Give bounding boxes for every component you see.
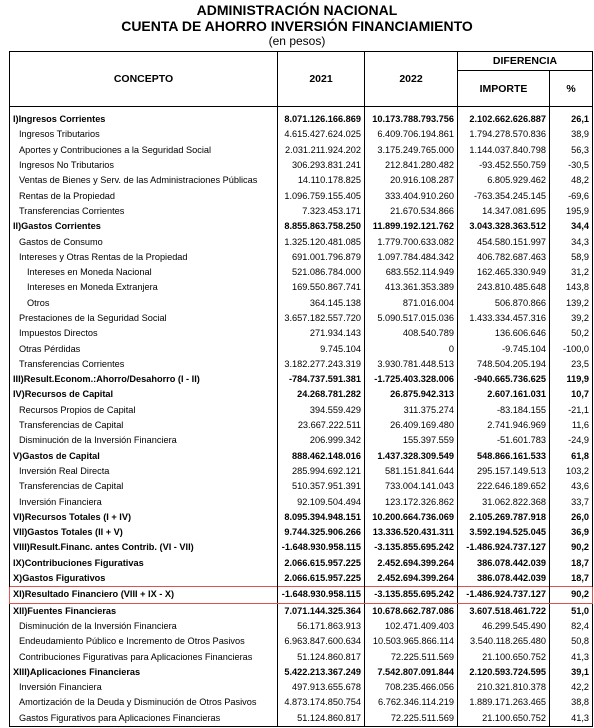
concept-cell: Disminución de la Inversión Financiera [10,619,278,634]
concept-cell: Intereses en Moneda Extranjera [10,280,278,295]
financial-table [9,51,593,727]
concept-cell: Ingresos Tributarios [10,127,278,142]
concept-cell: Otras Pérdidas [10,341,278,356]
percent-cell: 42,2 [550,680,593,695]
percent-cell: 18,7 [550,556,593,571]
concept-cell: Inversión Real Directa [10,464,278,479]
percent-cell: 26,0 [550,510,593,525]
table-row [10,680,593,695]
value-2022-cell: 2.452.694.399.264 [365,556,458,571]
value-2022-cell: 20.916.108.287 [365,173,458,188]
value-2022-cell: 3.175.249.765.000 [365,143,458,158]
value-2021-cell: 1.096.759.155.405 [278,188,365,203]
table-row [10,311,593,326]
table-row [10,127,593,142]
value-2022-cell: 26.875.942.313 [365,387,458,402]
table-row [10,556,593,571]
importe-cell: 2.741.946.969 [458,418,550,433]
table-row [10,464,593,479]
value-2022-cell: 21.670.534.866 [365,204,458,219]
importe-cell: -940.665.736.625 [458,372,550,387]
concept-cell: XII)Fuentes Financieras [10,603,278,619]
concept-cell: Impuestos Directos [10,326,278,341]
value-2022-cell: 10.503.965.866.114 [365,634,458,649]
concept-cell: XIII)Aplicaciones Financieras [10,665,278,680]
table-row [10,403,593,418]
table-row [10,280,593,295]
value-2022-cell: 871.016.004 [365,296,458,311]
value-2021-cell: 306.293.831.241 [278,158,365,173]
concept-cell: Ingresos No Tributarios [10,158,278,173]
value-2022-cell: 1.097.784.484.342 [365,250,458,265]
value-2022-cell: 2.452.694.399.264 [365,571,458,587]
value-2021-cell: 92.109.504.494 [278,494,365,509]
percent-cell: 38,8 [550,695,593,710]
value-2022-cell: 6.762.346.114.219 [365,695,458,710]
importe-cell: 1.889.171.263.465 [458,695,550,710]
importe-cell: -1.486.924.737.127 [458,540,550,555]
percent-cell: 43,6 [550,479,593,494]
importe-cell: 21.100.650.752 [458,711,550,727]
value-2021-cell: 56.171.863.913 [278,619,365,634]
value-2021-cell: 4.873.174.850.754 [278,695,365,710]
table-row [10,711,593,727]
value-2021-cell: 888.462.148.016 [278,449,365,464]
importe-cell: 3.607.518.461.722 [458,603,550,619]
concept-cell: I)Ingresos Corrientes [10,112,278,127]
report-units: (en pesos) [268,34,326,48]
concept-cell: Recursos Propios de Capital [10,403,278,418]
percent-header: % [550,71,593,107]
percent-cell: 103,2 [550,464,593,479]
percent-cell: 38,9 [550,127,593,142]
importe-cell: 548.866.161.533 [458,449,550,464]
table-row [10,418,593,433]
importe-cell: 222.646.189.652 [458,479,550,494]
concept-cell: Amortización de la Deuda y Disminución de Otros Pasivos [10,695,278,710]
concept-cell: Transferencias Corrientes [10,357,278,372]
percent-cell: 23,5 [550,357,593,372]
concept-cell: VI)Recursos Totales (I + IV) [10,510,278,525]
percent-cell: 139,2 [550,296,593,311]
table-row [10,372,593,387]
report-subtitle: CUENTA DE AHORRO INVERSIÓN FINANCIAMIENTO [121,18,473,34]
percent-cell: 119,9 [550,372,593,387]
percent-cell: 26,1 [550,112,593,127]
value-2021-cell: 7.071.144.325.364 [278,603,365,619]
value-2022-cell: 311.375.274 [365,403,458,418]
value-2022-cell: 10.200.664.736.069 [365,510,458,525]
table-row [10,204,593,219]
concept-cell: Otros [10,296,278,311]
value-2021-cell: 510.357.951.391 [278,479,365,494]
importe-cell: 386.078.442.039 [458,571,550,587]
concept-cell: Prestaciones de la Seguridad Social [10,311,278,326]
percent-cell: 50,8 [550,634,593,649]
percent-cell: -21,1 [550,403,593,418]
value-2021-cell: 206.999.342 [278,433,365,448]
concept-cell: XI)Resultado Financiero (VIII + IX - X) [10,587,278,603]
value-2021-cell: -1.648.930.958.115 [278,587,365,603]
importe-cell: 295.157.149.513 [458,464,550,479]
percent-cell: -24,9 [550,433,593,448]
table-row [10,219,593,234]
percent-cell: 18,7 [550,571,593,587]
value-2022-cell: 581.151.841.644 [365,464,458,479]
value-2022-cell: 26.409.169.480 [365,418,458,433]
percent-cell: 61,8 [550,449,593,464]
percent-cell: 56,3 [550,143,593,158]
importe-cell: 21.100.650.752 [458,649,550,664]
table-row [10,173,593,188]
table-row [10,433,593,448]
value-2021-cell: 9.744.325.906.266 [278,525,365,540]
concept-cell: Transferencias de Capital [10,418,278,433]
value-2022-cell: 3.930.781.448.513 [365,357,458,372]
table-header [10,52,593,107]
value-2022-cell: 708.235.466.056 [365,680,458,695]
importe-cell: 748.504.205.194 [458,357,550,372]
table-row [10,449,593,464]
importe-cell: 2.607.161.031 [458,387,550,402]
concept-cell: IV)Recursos de Capital [10,387,278,402]
value-2021-cell: 3.657.182.557.720 [278,311,365,326]
table-row [10,265,593,280]
percent-cell: 51,0 [550,603,593,619]
importe-cell: 243.810.485.648 [458,280,550,295]
importe-cell: 3.592.194.525.045 [458,525,550,540]
importe-cell: 14.347.081.695 [458,204,550,219]
importe-cell: 3.540.118.265.480 [458,634,550,649]
value-2021-cell: 4.615.427.624.025 [278,127,365,142]
table-row [10,112,593,127]
table-row [10,619,593,634]
percent-cell: 41,3 [550,649,593,664]
importe-cell: 2.105.269.787.918 [458,510,550,525]
value-2021-cell: 2.066.615.957.225 [278,571,365,587]
concept-cell: Aportes y Contribuciones a la Seguridad Social [10,143,278,158]
importe-cell: -93.452.550.759 [458,158,550,173]
value-2022-cell: 155.397.559 [365,433,458,448]
value-2021-cell: 364.145.138 [278,296,365,311]
value-2022-cell: -3.135.855.695.242 [365,540,458,555]
value-2022-cell: 7.542.807.091.844 [365,665,458,680]
value-2021-cell: -1.648.930.958.115 [278,540,365,555]
value-2022-cell: 1.779.700.633.082 [365,234,458,249]
value-2022-cell: 333.404.910.260 [365,188,458,203]
value-2021-cell: 8.855.863.758.250 [278,219,365,234]
importe-cell: 1.433.334.457.316 [458,311,550,326]
table-row [10,479,593,494]
importe-cell: -763.354.245.145 [458,188,550,203]
table-row [10,494,593,509]
concept-cell: Gastos Figurativos para Aplicaciones Financieras [10,711,278,727]
importe-cell: 1.794.278.570.836 [458,127,550,142]
percent-cell: 41,3 [550,711,593,727]
concept-cell: Inversión Financiera [10,494,278,509]
value-2021-cell: 285.994.692.121 [278,464,365,479]
importe-cell: 2.120.593.724.595 [458,665,550,680]
value-2021-cell: 691.001.796.879 [278,250,365,265]
value-2022-cell: 10.173.788.793.756 [365,112,458,127]
value-2021-cell: 271.934.143 [278,326,365,341]
value-2022-cell: 10.678.662.787.086 [365,603,458,619]
percent-cell: -69,6 [550,188,593,203]
value-2022-cell: 13.336.520.431.311 [365,525,458,540]
value-2022-cell: 408.540.789 [365,326,458,341]
year-2022-header: 2022 [365,52,458,107]
table-row [10,695,593,710]
percent-cell: 39,2 [550,311,593,326]
table-row [10,188,593,203]
importe-cell: 31.062.822.368 [458,494,550,509]
percent-cell: 39,1 [550,665,593,680]
percent-cell: 11,6 [550,418,593,433]
importe-cell: 506.870.866 [458,296,550,311]
table-row [10,326,593,341]
concept-cell: Ventas de Bienes y Serv. de las Administraciones Públicas [10,173,278,188]
importe-cell: 454.580.151.997 [458,234,550,249]
percent-cell: 50,2 [550,326,593,341]
concept-cell: IX)Contribuciones Figurativas [10,556,278,571]
value-2021-cell: 3.182.277.243.319 [278,357,365,372]
table-row [10,234,593,249]
concept-cell: Intereses y Otras Rentas de la Propiedad [10,250,278,265]
concept-cell: Disminución de la Inversión Financiera [10,433,278,448]
concept-cell: II)Gastos Corrientes [10,219,278,234]
concept-cell: Gastos de Consumo [10,234,278,249]
table-row [10,540,593,555]
value-2021-cell: 23.667.222.511 [278,418,365,433]
value-2022-cell: 0 [365,341,458,356]
percent-cell: 195,9 [550,204,593,219]
importe-cell: -1.486.924.737.127 [458,587,550,603]
value-2021-cell: -784.737.591.381 [278,372,365,387]
table-row [10,665,593,680]
concept-cell: Transferencias de Capital [10,479,278,494]
importe-cell: 406.782.687.463 [458,250,550,265]
concept-cell: Inversión Financiera [10,680,278,695]
value-2021-cell: 521.086.784.000 [278,265,365,280]
concept-cell: VII)Gastos Totales (II + V) [10,525,278,540]
value-2022-cell: 72.225.511.569 [365,711,458,727]
importe-cell: 386.078.442.039 [458,556,550,571]
importe-cell: -51.601.783 [458,433,550,448]
percent-cell: 90,2 [550,587,593,603]
table-row [10,357,593,372]
value-2021-cell: 51.124.860.817 [278,711,365,727]
value-2022-cell: 733.004.141.043 [365,479,458,494]
value-2021-cell: 2.066.615.957.225 [278,556,365,571]
value-2022-cell: 11.899.192.121.762 [365,219,458,234]
table-row [10,587,593,603]
importe-cell: -83.184.155 [458,403,550,418]
percent-cell: 58,9 [550,250,593,265]
value-2022-cell: 6.409.706.194.861 [365,127,458,142]
value-2021-cell: 51.124.860.817 [278,649,365,664]
concept-cell: III)Result.Econom.:Ahorro/Desahorro (I - II) [10,372,278,387]
value-2022-cell: 413.361.353.389 [365,280,458,295]
percent-cell: -100,0 [550,341,593,356]
percent-cell: 48,2 [550,173,593,188]
value-2022-cell: -1.725.403.328.006 [365,372,458,387]
importe-cell: 6.805.929.462 [458,173,550,188]
concept-cell: Rentas de la Propiedad [10,188,278,203]
table-row [10,387,593,402]
value-2021-cell: 6.963.847.600.634 [278,634,365,649]
table-row [10,143,593,158]
importe-header: IMPORTE [458,71,550,107]
value-2021-cell: 497.913.655.678 [278,680,365,695]
value-2021-cell: 1.325.120.481.085 [278,234,365,249]
concept-cell: VIII)Result.Financ. antes Contrib. (VI - VII) [10,540,278,555]
importe-cell: 3.043.328.363.512 [458,219,550,234]
table-row [10,525,593,540]
importe-cell: 2.102.662.626.887 [458,112,550,127]
concept-cell: X)Gastos Figurativos [10,571,278,587]
percent-cell: 82,4 [550,619,593,634]
year-2021-header: 2021 [278,52,365,107]
value-2022-cell: -3.135.855.695.242 [365,587,458,603]
table-row [10,158,593,173]
value-2021-cell: 5.422.213.367.249 [278,665,365,680]
value-2022-cell: 102.471.409.403 [365,619,458,634]
value-2021-cell: 24.268.781.282 [278,387,365,402]
percent-cell: -30,5 [550,158,593,173]
table-row [10,634,593,649]
value-2021-cell: 14.110.178.825 [278,173,365,188]
value-2022-cell: 123.172.326.862 [365,494,458,509]
value-2021-cell: 394.559.429 [278,403,365,418]
value-2022-cell: 1.437.328.309.549 [365,449,458,464]
table-row [10,250,593,265]
value-2021-cell: 8.071.126.166.869 [278,112,365,127]
table-row [10,649,593,664]
importe-cell: 136.606.646 [458,326,550,341]
importe-cell: 162.465.330.949 [458,265,550,280]
table-row [10,296,593,311]
value-2021-cell: 9.745.104 [278,341,365,356]
concept-cell: Endeudamiento Público e Incremento de Otros Pasivos [10,634,278,649]
value-2021-cell: 7.323.453.171 [278,204,365,219]
percent-cell: 36,9 [550,525,593,540]
diferencia-header: DIFERENCIA [458,52,593,71]
table-row [10,510,593,525]
percent-cell: 143,8 [550,280,593,295]
value-2022-cell: 72.225.511.569 [365,649,458,664]
percent-cell: 31,2 [550,265,593,280]
importe-cell: 1.144.037.840.798 [458,143,550,158]
table-body [10,107,593,727]
value-2021-cell: 8.095.394.948.151 [278,510,365,525]
concept-cell: V)Gastos de Capital [10,449,278,464]
percent-cell: 33,7 [550,494,593,509]
percent-cell: 10,7 [550,387,593,402]
concepto-header: CONCEPTO [10,52,278,107]
concept-cell: Contribuciones Figurativas para Aplicaciones Financieras [10,649,278,664]
percent-cell: 34,3 [550,234,593,249]
report-title: ADMINISTRACIÓN NACIONAL [196,2,398,18]
importe-cell: -9.745.104 [458,341,550,356]
value-2021-cell: 2.031.211.924.202 [278,143,365,158]
value-2022-cell: 212.841.280.482 [365,158,458,173]
percent-cell: 34,4 [550,219,593,234]
report-header [0,2,594,48]
concept-cell: Transferencias Corrientes [10,204,278,219]
value-2022-cell: 5.090.517.015.036 [365,311,458,326]
table-row [10,571,593,587]
value-2021-cell: 169.550.867.741 [278,280,365,295]
importe-cell: 46.299.545.490 [458,619,550,634]
table-row [10,603,593,619]
concept-cell: Intereses en Moneda Nacional [10,265,278,280]
percent-cell: 90,2 [550,540,593,555]
table-row [10,341,593,356]
value-2022-cell: 683.552.114.949 [365,265,458,280]
importe-cell: 210.321.810.378 [458,680,550,695]
